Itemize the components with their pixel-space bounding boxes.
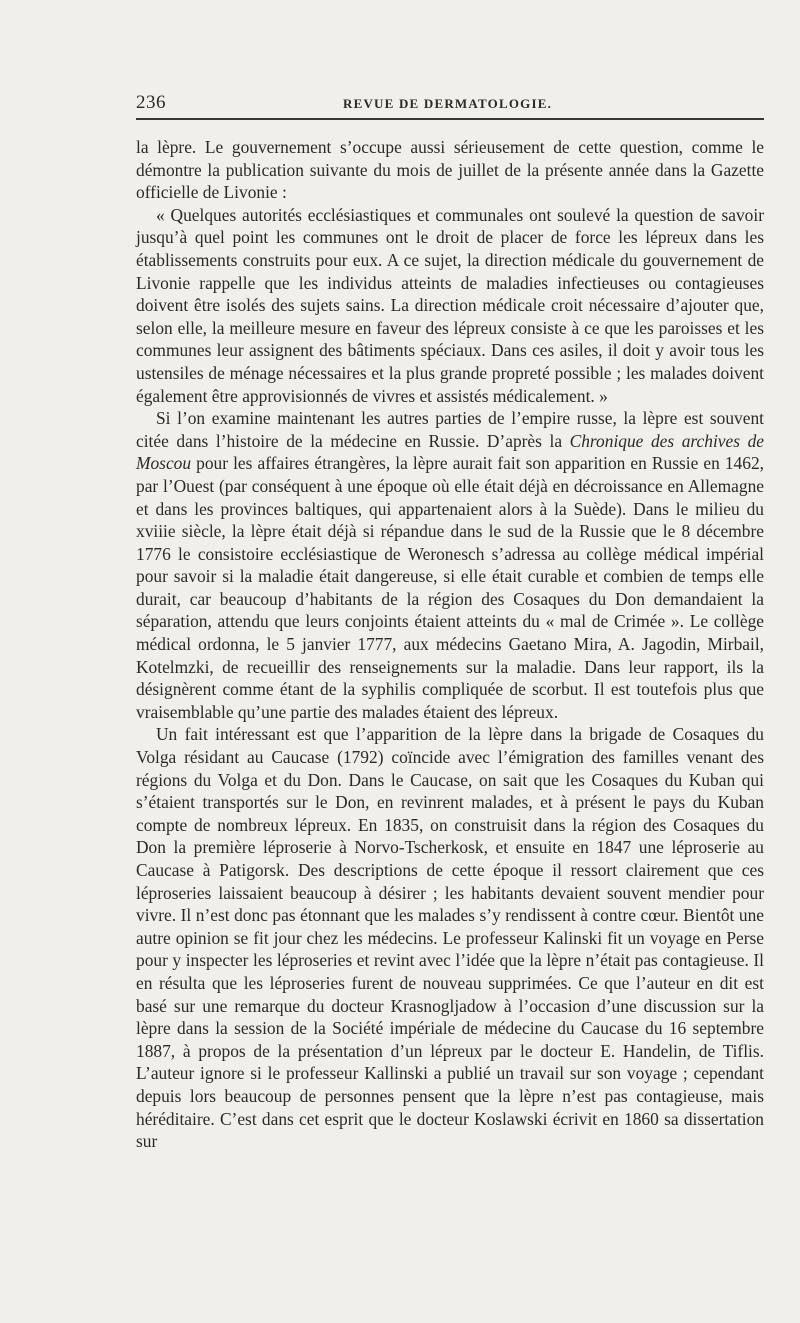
page-header	[136, 92, 764, 120]
body-text	[136, 136, 764, 1153]
paragraph-quote: « Quelques autorités ecclésiastiques et communales ont soulevé la question de savoir jusqu’à quel point les communes ont le droit de placer de force les lépreux dans les établissements construits pour eux. A ce sujet, la direction médicale du gouvernement de Livonie rappelle que les individus atteints de maladies infectieuses ou contagieuses doivent être isolés des sujets sains. La direction médicale croit nécessaire d’ajouter que, selon elle, la meilleure mesure en faveur des lépreux consiste à ce que les paroisses et les communes leur assignent des bâtiments spéciaux. Dans ces asiles, il doit y avoir tous les ustensiles de ménage nécessaires et la plus grande propreté possible ; les malades doivent également être approvisionnés de vivres et assistés médicalement. »	[136, 204, 764, 406]
paragraph-text: pour les affaires étrangères, la lèpre aurait fait son apparition en Russie en 1462, par l’Ouest (par conséquent à une époque où elle était déjà en décroissance en Allemagne et dans les provinces baltiques, qui appartenaient alors à la Suède). Dans le milieu du xviiie siècle, la lèpre était déjà si répandue dans le sud de la Russie que le 8 décembre 1776 le consistoire ecclésiastique de Weronesch s’adressa au collège médical impérial pour savoir si la maladie était dangereuse, si elle était curable et combien de temps elle durait, car beaucoup d’habitants de la région des Cosaques du Don demandaient la séparation, attendu que leurs conjoints étaient atteints du « mal de Crimée ». Le collège médical ordonna, le 5 janvier 1777, aux médecins Gaetano Mira, A. Jagodin, Mirbail, Kotelmzki, de recueillir des renseignements sur la maladie. Dans leur rapport, ils la désignèrent comme étant de la syphilis compliquée de scorbut. Il est toutefois plus que vraisemblable qu’une partie des malades étaient des lépreux.	[136, 453, 764, 722]
paragraph-text: Si l’on examine maintenant les autres parties de l’empire russe, la lèpre est souvent citée dans l’histoire de la médecine en Russie. D’après la	[136, 408, 764, 451]
running-title: REVUE DE DERMATOLOGIE.	[343, 96, 553, 111]
paragraph: Un fait intéressant est que l’apparition de la lèpre dans la brigade de Cosaques du Volga résidant au Caucase (1792) coïncide avec l’émigration des familles venant des régions du Volga et du Don. Dans le Caucase, on sait que les Cosaques du Kuban qui s’étaient transportés sur le Don, en revinrent malades, et à présent le pays du Kuban compte de nombreux lépreux. En 1835, on construisit dans la région des Cosaques du Don la première léproserie à Norvo-Tscherkosk, et ensuite en 1847 une léproserie au Caucase à Patigorsk. Des descriptions de cette époque il ressort clairement que ces léproseries laissaient beaucoup à désirer ; les habitants devaient souvent mendier pour vivre. Il n’est donc pas étonnant que les malades s’y rendissent à contre cœur. Bientôt une autre opinion se fit jour chez les médecins. Le professeur Kalinski fit un voyage en Perse pour y inspecter les léproseries et revint avec l’idée que la lèpre n’était pas contagieuse. Il en résulta que les léproseries furent de nouveau supprimées. Ce que l’auteur en dit est basé sur une remarque du docteur Krasnogljadow à l’occasion d’une discussion sur la lèpre dans la session de la Société impériale de médecine du Caucase du 16 septembre 1887, à propos de la présentation d’un lépreux par le docteur E. Handelin, de Tiflis. L’auteur ignore si le professeur Kallinski a publié un travail sur son voyage ; cependant depuis lors beaucoup de personnes pensent que la lèpre n’est pas contagieuse, mais héréditaire. C’est dans cet esprit que le docteur Koslawski écrivit en 1860 sa dissertation sur	[136, 724, 764, 1152]
page-number: 236	[136, 92, 166, 113]
paragraph: la lèpre. Le gouvernement s’occupe aussi sérieusement de cette question, comme le démontre la publication suivante du mois de juillet de la présente année dans la Gazette officielle de Livonie :	[136, 137, 764, 203]
paragraph-history	[136, 407, 764, 723]
document-page	[136, 92, 764, 1153]
italic-title: Chronique des archives de Moscou	[136, 430, 764, 474]
